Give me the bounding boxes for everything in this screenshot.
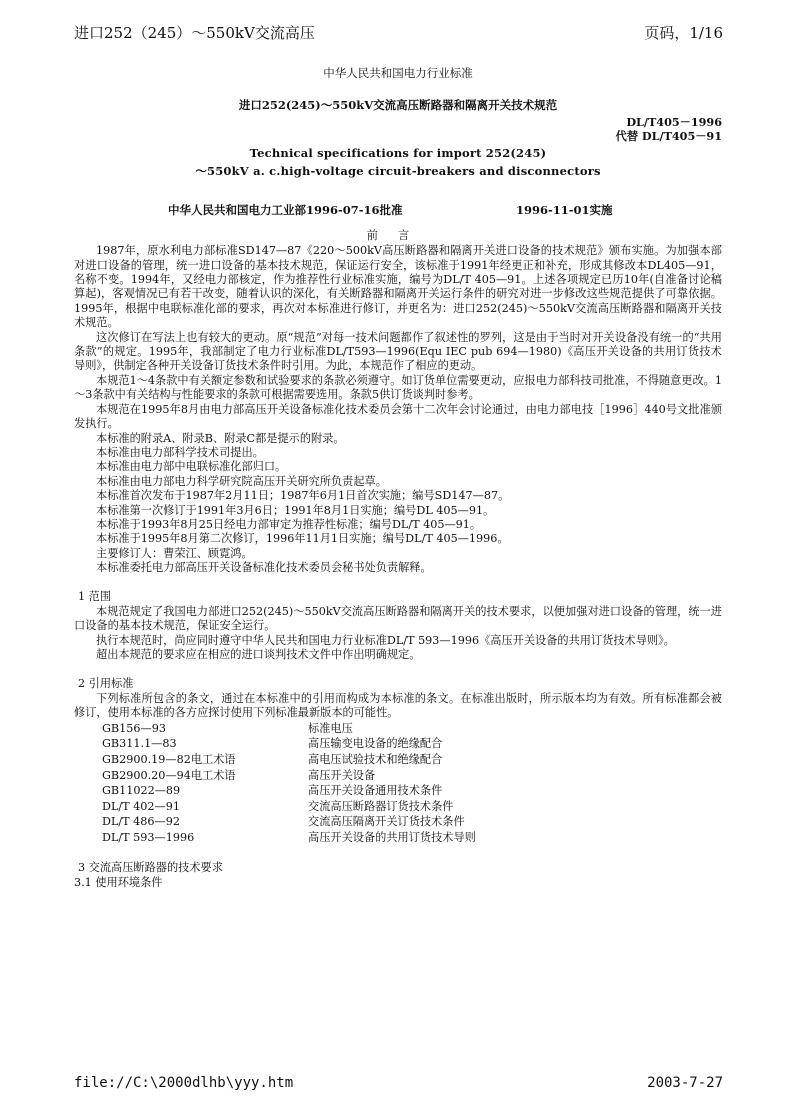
reference-row	[96, 784, 722, 800]
issuing-organization: 中华人民共和国电力行业标准	[323, 66, 473, 80]
reference-title: 高压开关设备通用技术条件	[308, 784, 443, 798]
approval-date: 中华人民共和国电力工业部1996-07-16批准	[168, 202, 403, 217]
section-2-intro: 下列标准所包含的条文，通过在本标准中的引用而构成为本标准的条文。在标准出版时，所示版本均为有效。所有标准都会被修订，使用本标准的各方应探讨使用下列标准最新版本的可能性。	[74, 692, 722, 720]
reference-code: GB2900.19—82电工术语	[102, 753, 236, 766]
replaced-standard-code: 代替 DL/T405－91	[615, 128, 722, 143]
section-1-heading: 1 范围	[78, 589, 112, 603]
reference-code: GB311.1—83	[102, 737, 177, 751]
reference-code: DL/T 486—92	[102, 815, 180, 829]
footer-print-date: 2003-7-27	[647, 1075, 723, 1091]
section-2-heading: 2 引用标准	[78, 676, 134, 690]
reference-row	[96, 737, 722, 753]
section-1-paragraph: 执行本规范时，尚应同时遵守中华人民共和国电力行业标准DL/T 593—1996《高压开关设备的共用订货技术导则》。	[96, 633, 675, 647]
foreword-note: 本标准于1993年8月25日经电力部审定为推荐性标准；编号DL/T 405—91。	[96, 517, 482, 531]
foreword-note: 主要修订人：曹荣江、顾霓鸿。	[96, 546, 253, 560]
approval-line	[74, 203, 722, 219]
section-1-paragraph: 超出本规范的要求应在相应的进口谈判技术文件中作出明确规定。	[96, 648, 421, 662]
foreword-paragraph: 1987年，原水利电力部标准SD147—87《220～500kV高压断路器和隔离开关进口设备的技术规范》颁布实施。为加强本部对进口设备的管理，统一进口设备的基本技术规范，保证运行安全，该标准于1991年经更正和补充，形成其修改本DL405—91，名称不变。1994年，又经电力部核定，作为推荐性行业标准实施，编号为DL/T 405—91。上述各项规定已历10年(自准备讨论稿算起)，客观情况已有若干改变，随着认识的深化，有关断路器和隔离开关运行条件的研究对进一步修改这些规范提供了可靠依据。1995年，根据中电联标准化部的要求，再次对本标准进行修订，并更名为：进口252(245)～550kV交流高压断路器和隔离开关技术规范。	[74, 244, 722, 330]
reference-row	[96, 722, 722, 738]
reference-code: GB2900.20—94电工术语	[102, 768, 236, 782]
section-3-heading: 3 交流高压断路器的技术要求	[78, 860, 223, 874]
reference-title: 交流高压断路器订货技术条件	[308, 799, 454, 813]
foreword-note: 本标准由电力部科学技术司提出。	[96, 445, 264, 459]
reference-title: 高压输变电设备的绝缘配合	[308, 737, 443, 751]
referenced-standards-list	[96, 722, 722, 847]
browser-print-footer	[74, 1072, 723, 1094]
reference-title: 高压开关设备的共用订货技术导则	[308, 830, 476, 844]
reference-title: 高电压试验技术和绝缘配合	[308, 753, 443, 766]
foreword-paragraph: 这次修订在写法上也有较大的更动。原“规范”对每一技术问题都作了叙述性的罗列，这是由于当时对开关设备没有统一的“共用条款”的规定。1995年，我部制定了电力行业标准DL/T593—1996(Equ IEC pub 694—1980)《高压开关设备的共用订货技术导则》，供制定各种开关设备订货技术条件时引用。为此，本规范作了相应的更动。	[74, 330, 722, 373]
browser-print-header	[74, 22, 723, 44]
section-3-1-heading: 3.1 使用环境条件	[74, 875, 163, 889]
reference-title: 交流高压隔离开关订货技术条件	[308, 815, 465, 829]
foreword-note: 本标准由电力部中电联标准化部归口。	[96, 460, 287, 474]
footer-file-path: file://C:\2000dlhb\yyy.htm	[74, 1075, 294, 1091]
foreword-heading: 前言	[366, 228, 430, 242]
foreword-note: 本标准第一次修订于1991年3月6日；1991年8月1日实施；编号DL 405—91。	[96, 503, 495, 517]
reference-row	[96, 831, 722, 847]
foreword-note: 本标准于1995年8月第二次修订，1996年11月1日实施；编号DL/T 405—1996。	[96, 532, 509, 546]
reference-title: 标准电压	[308, 721, 353, 735]
foreword-note: 本标准的附录A、附录B、附录C都是提示的附录。	[96, 431, 345, 445]
header-page-number: 页码，1/16	[644, 24, 723, 42]
reference-code: GB11022—89	[102, 784, 181, 798]
reference-code: GB156—93	[102, 721, 166, 735]
section-1-paragraph: 本规范规定了我国电力部进口252(245)～550kV交流高压断路器和隔离开关的技术要求，以便加强对进口设备的管理，统一进口设备的基本技术规范，保证安全运行。	[74, 604, 722, 633]
foreword-paragraph: 本规范在1995年8月由电力部高压开关设备标准化技术委员会第十二次年会讨论通过，由电力部电技［1996］440号文批准颁发执行。	[74, 402, 722, 431]
document-title-cn: 进口252(245)～550kV交流高压断路器和隔离开关技术规范	[238, 98, 558, 113]
document-title-en-line2: ～550kV a. c.high-voltage circuit-breakers and disconnectors	[195, 163, 601, 178]
document-title-en-line1: Technical specifications for import 252(245)	[249, 145, 547, 160]
document-body	[74, 66, 722, 890]
reference-row	[96, 769, 722, 785]
header-doc-title: 进口252（245）～550kV交流高压	[74, 24, 315, 42]
reference-title: 高压开关设备	[308, 768, 376, 782]
reference-code: DL/T 593—1996	[102, 830, 195, 844]
effective-date: 1996-11-01实施	[516, 202, 613, 217]
foreword-note: 本标准首次发布于1987年2月11日；1987年6月1日首次实施；编号SD147—87。	[96, 489, 510, 503]
foreword-note: 本标准委托电力部高压开关设备标准化技术委员会秘书处负责解释。	[96, 561, 432, 575]
reference-row	[96, 815, 722, 831]
foreword-note: 本标准由电力部电力科学研究院高压开关研究所负责起草。	[96, 474, 387, 488]
standard-code: DL/T405－1996	[626, 114, 722, 129]
reference-row	[96, 753, 722, 769]
reference-code: DL/T 402—91	[102, 799, 180, 813]
reference-row	[96, 800, 722, 816]
foreword-paragraph: 本规范1～4条款中有关额定参数和试验要求的条款必须遵守。如订货单位需要更动，应报电力部科技司批准，不得随意更改。1～3条款中有关结构与性能要求的条款可根据需要选用。条款5供订货谈判时参考。	[74, 373, 722, 402]
